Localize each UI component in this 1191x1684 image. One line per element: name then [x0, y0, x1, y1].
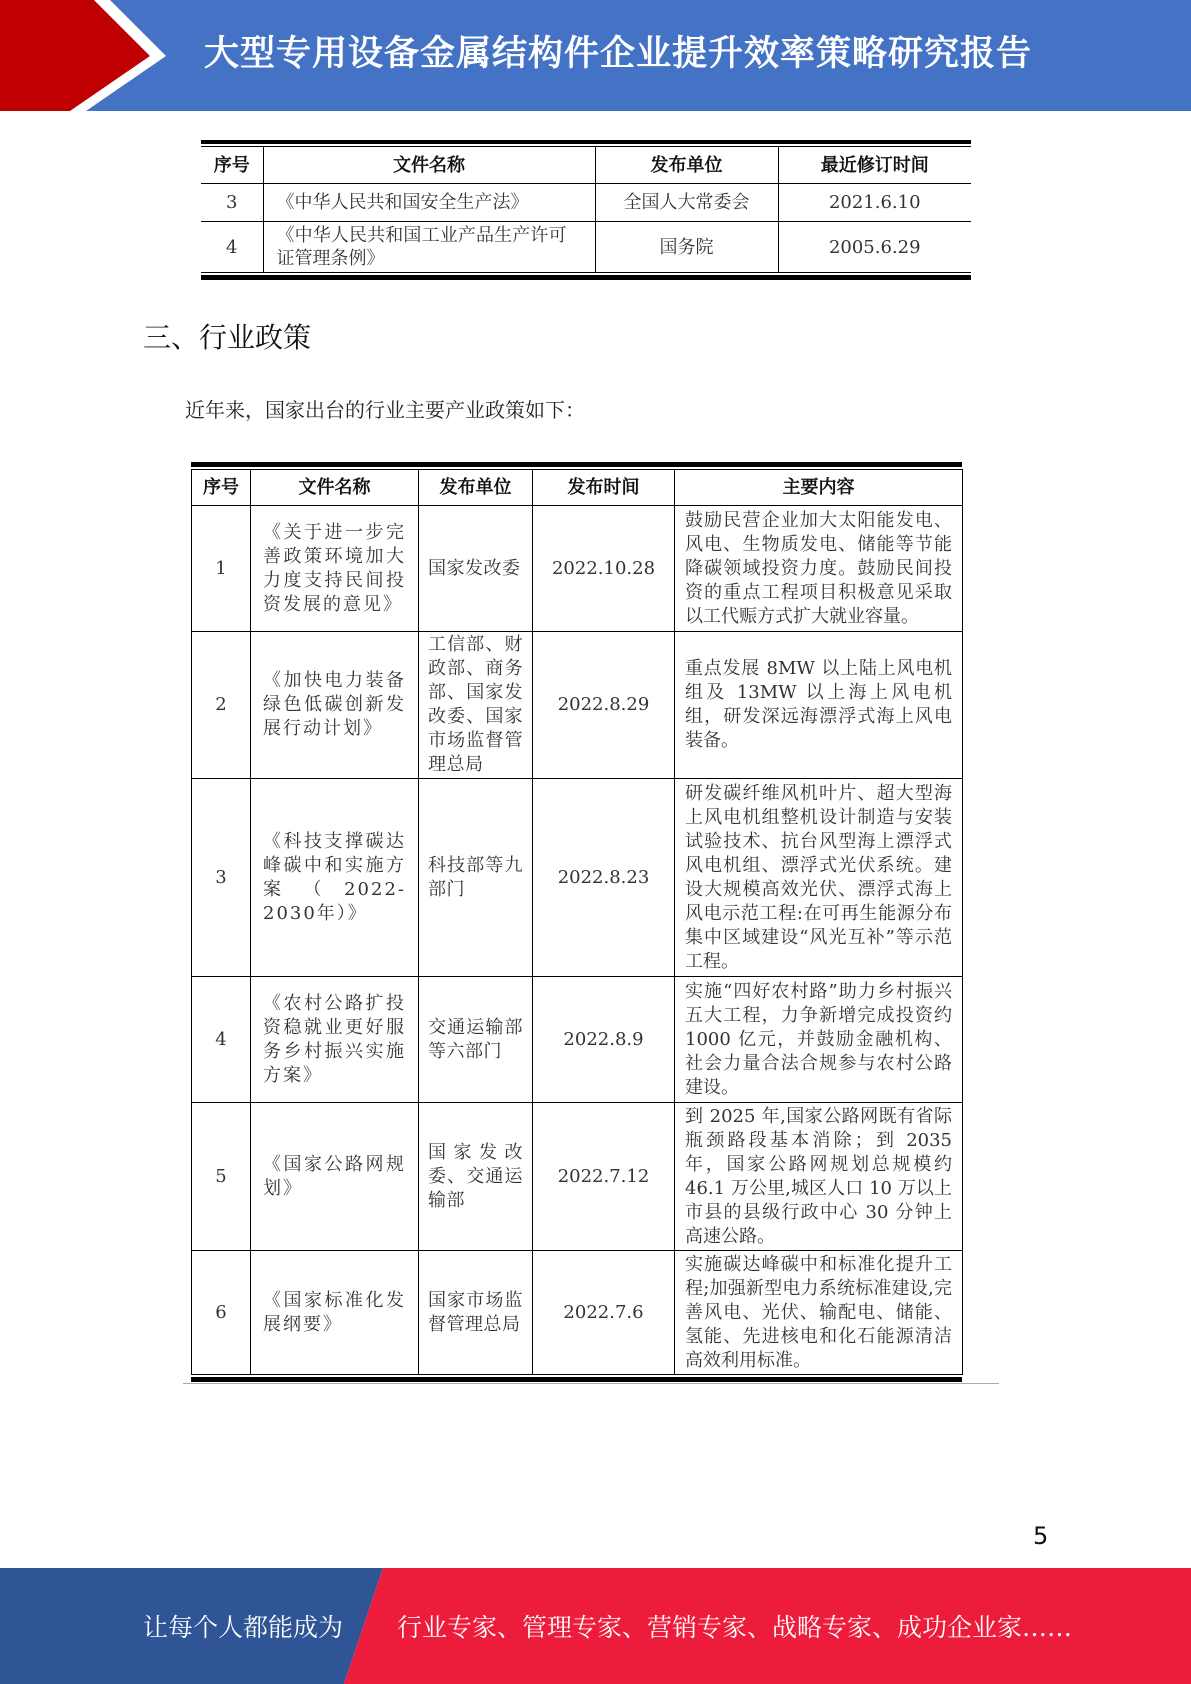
policy-table-grid — [191, 469, 963, 1375]
cell-issuer: 国家市场监督管理总局 — [419, 1251, 533, 1375]
regulations-table — [201, 140, 971, 280]
cell-doc-name: 《农村公路扩投资稳就业更好服务乡村振兴实施方案》 — [251, 977, 419, 1103]
report-title: 大型专用设备金属结构件企业提升效率策略研究报告 — [204, 34, 1033, 74]
column-header-date: 发布时间 — [533, 470, 675, 506]
policy-table — [191, 462, 962, 1382]
cell-doc-name: 《关于进一步完善政策环境加大力度支持民间投资发展的意见》 — [251, 506, 419, 632]
policy-row — [192, 977, 963, 1103]
banner-chevron-icon — [0, 0, 180, 111]
column-header-seq: 序号 — [192, 470, 251, 506]
intro-paragraph: 近年来，国家出台的行业主要产业政策如下： — [185, 398, 585, 422]
cell-content: 到 2025 年,国家公路网既有省际瓶颈路段基本消除；到 2035 年，国家公路网规划总规模约 46.1 万公里,城区人口 10 万以上市县的县级行政中心 30 分钟上高速公路。 — [675, 1103, 963, 1251]
column-header-revised: 最近修订时间 — [778, 147, 971, 184]
cell-seq: 3 — [201, 184, 263, 222]
cell-date: 2022.8.23 — [533, 779, 675, 977]
column-header-seq: 序号 — [201, 147, 263, 184]
column-header-content: 主要内容 — [675, 470, 963, 506]
cell-content: 鼓励民营企业加大太阳能发电、风电、生物质发电、储能等节能降碳领域投资力度。鼓励民间投资的重点工程项目积极意见采取以工代赈方式扩大就业容量。 — [675, 506, 963, 632]
divider — [183, 1383, 999, 1384]
cell-seq: 5 — [192, 1103, 251, 1251]
cell-seq: 1 — [192, 506, 251, 632]
cell-issuer: 国家发改委 — [419, 506, 533, 632]
cell-revised: 2005.6.29 — [778, 222, 971, 273]
table-header-row — [192, 470, 963, 506]
column-header-doc-name: 文件名称 — [263, 147, 595, 184]
header-banner — [0, 0, 1191, 111]
column-header-doc-name: 文件名称 — [251, 470, 419, 506]
column-header-issuer: 发布单位 — [595, 147, 778, 184]
table-row — [201, 184, 971, 222]
table-top-rule — [191, 462, 962, 467]
cell-doc-name: 《中华人民共和国安全生产法》 — [263, 184, 595, 222]
cell-seq: 4 — [201, 222, 263, 273]
cell-issuer: 国务院 — [595, 222, 778, 273]
cell-content: 研发碳纤维风机叶片、超大型海上风电机组整机设计制造与安装试验技术、抗台风型海上漂浮式风电机组、漂浮式光伏系统。建设大规模高效光伏、漂浮式海上风电示范工程:在可再生能源分布集中区域建设“风光互补”等示范工程。 — [675, 779, 963, 977]
table-bottom-rule — [201, 275, 971, 280]
cell-content: 实施碳达峰碳中和标准化提升工程;加强新型电力系统标准建设,完善风电、光伏、输配电、储能、氢能、先进核电和化石能源清洁高效利用标准。 — [675, 1251, 963, 1375]
policy-row — [192, 632, 963, 779]
cell-issuer: 交通运输部等六部门 — [419, 977, 533, 1103]
table-top-rule — [201, 140, 971, 144]
cell-doc-name: 《中华人民共和国工业产品生产许可证管理条例》 — [263, 222, 595, 273]
footer-banner — [0, 1568, 1191, 1684]
cell-seq: 2 — [192, 632, 251, 779]
table-header-row — [201, 147, 971, 184]
footer-slogan-right: 行业专家、管理专家、营销专家、战略专家、成功企业家…… — [397, 1613, 1073, 1642]
section-heading: 三、行业政策 — [143, 321, 312, 354]
table-bottom-rule — [191, 1377, 962, 1382]
footer-slogan-left: 让每个人都能成为 — [143, 1613, 344, 1642]
cell-content: 实施“四好农村路”助力乡村振兴五大工程，力争新增完成投资约 1000 亿元，并鼓励金融机构、社会力量合法合规参与农村公路建设。 — [675, 977, 963, 1103]
page-number: 5 — [1033, 1522, 1049, 1550]
cell-issuer: 工信部、财政部、商务部、国家发改委、国家市场监督管理总局 — [419, 632, 533, 779]
cell-seq: 4 — [192, 977, 251, 1103]
regulations-table-grid — [201, 146, 971, 273]
cell-date: 2022.8.29 — [533, 632, 675, 779]
cell-date: 2022.8.9 — [533, 977, 675, 1103]
cell-issuer: 国家发改委、交通运输部 — [419, 1103, 533, 1251]
cell-doc-name: 《国家公路网规划》 — [251, 1103, 419, 1251]
cell-date: 2022.7.12 — [533, 1103, 675, 1251]
policy-row — [192, 779, 963, 977]
policy-row — [192, 506, 963, 632]
cell-content: 重点发展 8MW 以上陆上风电机组及 13MW 以上海上风电机组，研发深远海漂浮式海上风电装备。 — [675, 632, 963, 779]
cell-doc-name: 《科技支撑碳达峰碳中和实施方案（2022-2030年）》 — [251, 779, 419, 977]
cell-date: 2022.10.28 — [533, 506, 675, 632]
cell-revised: 2021.6.10 — [778, 184, 971, 222]
policy-row — [192, 1251, 963, 1375]
policy-row — [192, 1103, 963, 1251]
cell-seq: 3 — [192, 779, 251, 977]
column-header-issuer: 发布单位 — [419, 470, 533, 506]
cell-issuer: 科技部等九部门 — [419, 779, 533, 977]
cell-doc-name: 《国家标准化发展纲要》 — [251, 1251, 419, 1375]
cell-date: 2022.7.6 — [533, 1251, 675, 1375]
table-row — [201, 222, 971, 273]
cell-doc-name: 《加快电力装备绿色低碳创新发展行动计划》 — [251, 632, 419, 779]
cell-seq: 6 — [192, 1251, 251, 1375]
cell-issuer: 全国人大常委会 — [595, 184, 778, 222]
